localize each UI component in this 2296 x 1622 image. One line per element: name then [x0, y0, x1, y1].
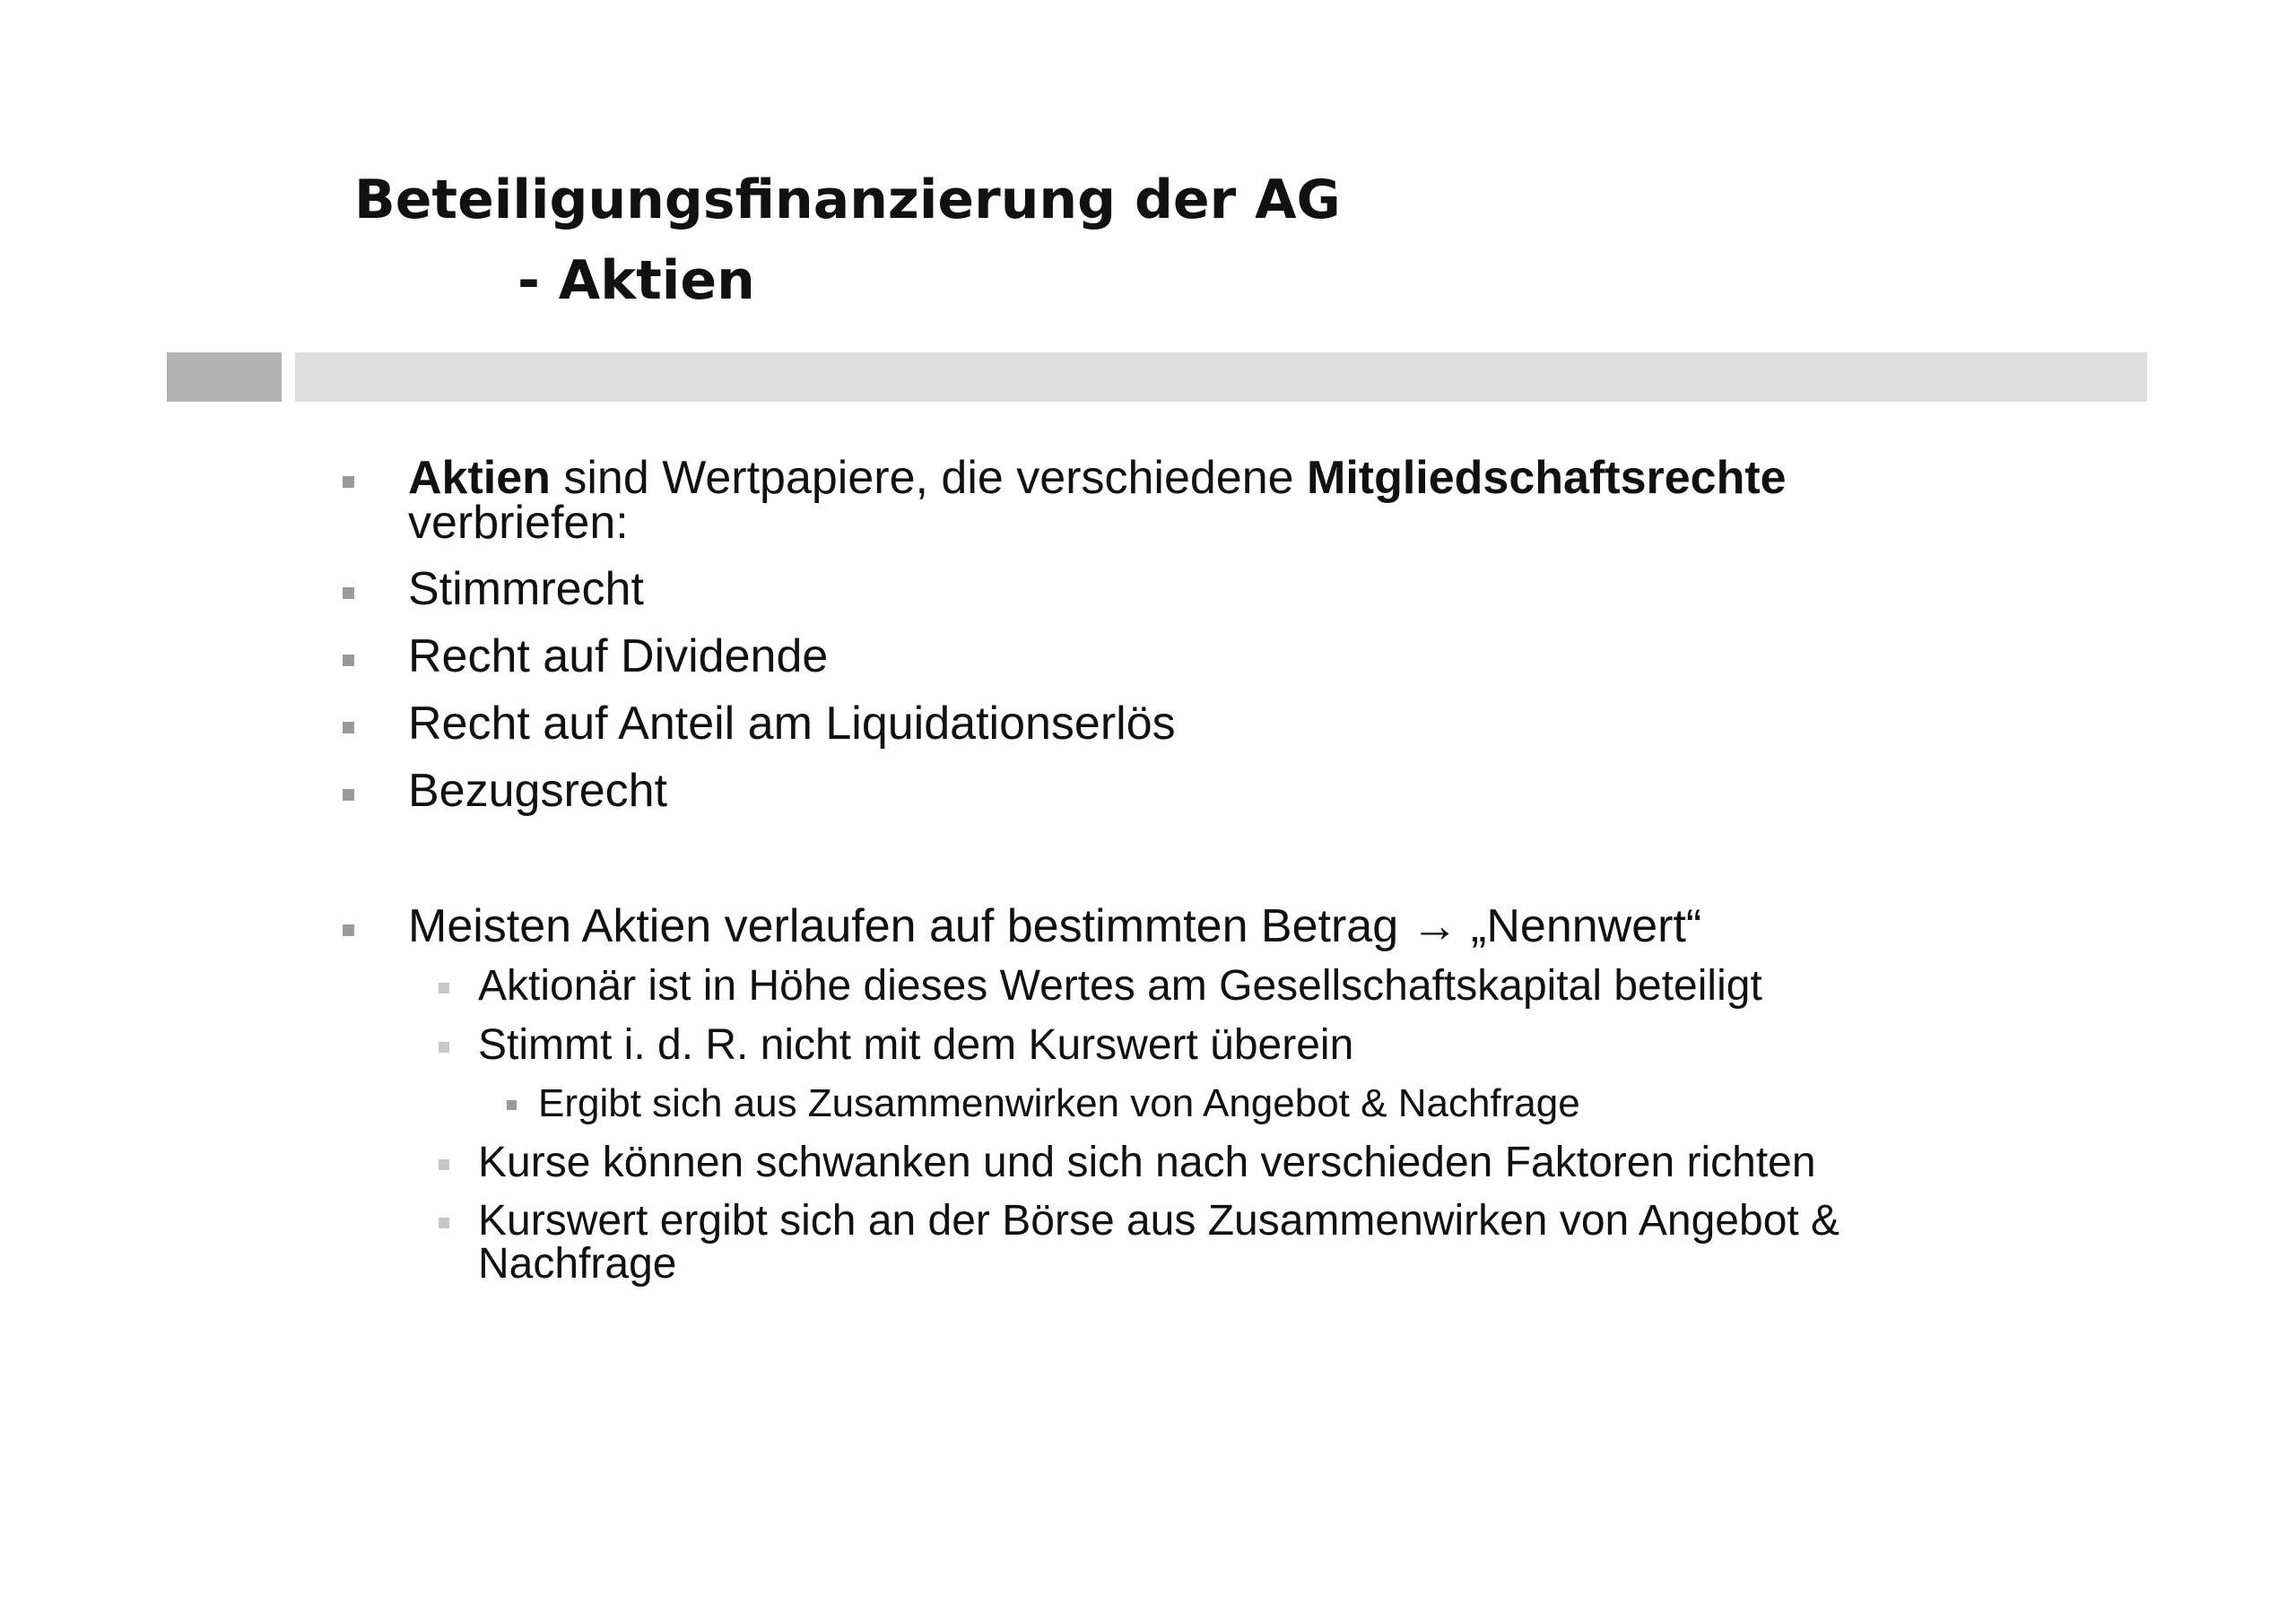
slide-title: [354, 160, 1341, 321]
list-item-text: Recht auf Dividende: [408, 630, 829, 682]
list-item: [408, 765, 2112, 817]
bullet-square-icon: [343, 476, 354, 488]
header-bar-accent: [167, 352, 282, 402]
list-item-text: Stimmrecht: [408, 563, 644, 615]
sub-list-item-text: Stimmt i. d. R. nicht mit dem Kurswert überein: [478, 1021, 1354, 1069]
sub-sub-list-item: [538, 1081, 2152, 1125]
sub-list-item-text: Aktionär ist in Höhe dieses Wertes am Gesellschaftskapital beteiligt: [478, 962, 1762, 1010]
list-item-text: Meisten Aktien verlaufen auf bestimmten Betrag → „Nennwert“: [408, 900, 1702, 952]
sub-list-item: [478, 1197, 2003, 1288]
sub-list-item-text: Kurse können schwanken und sich nach verschieden Faktoren richten: [478, 1139, 1816, 1186]
bullet-square-icon: [343, 722, 354, 733]
list-item-text: Bezugsrecht: [408, 765, 668, 817]
bullet-square-icon: [439, 1042, 449, 1053]
sub-list-item: [478, 1021, 2182, 1069]
list-item: [408, 630, 2112, 682]
bullet-square-icon: [439, 1159, 449, 1170]
bullet-square-icon: [343, 789, 354, 801]
list-item: [408, 563, 2112, 615]
list-item: [408, 698, 2112, 750]
slide-title-line1: Beteiligungsfinanzierung der AG: [354, 169, 1341, 231]
list-item: [408, 900, 2112, 952]
sub-list-item: [478, 1141, 2182, 1184]
bullet-square-icon: [343, 924, 354, 936]
bullet-square-icon: [507, 1100, 517, 1110]
bullet-square-icon: [343, 587, 354, 599]
bullet-square-icon: [343, 655, 354, 666]
bold-term-aktien: Aktien: [408, 452, 551, 504]
list-item-text-continued: verbriefen:: [408, 497, 629, 549]
list-item-text: Recht auf Anteil am Liquidationserlös: [408, 698, 1176, 750]
slide-title-line2: - Aktien: [517, 249, 755, 312]
bullet-square-icon: [439, 1218, 449, 1228]
bullet-square-icon: [439, 983, 449, 993]
bold-term-mitgliedschaftsrechte: Mitgliedschaftsrechte: [1307, 452, 1787, 504]
sub-list-item: [478, 962, 2182, 1010]
sub-sub-list-item-text: Ergibt sich aus Zusammenwirken von Angebot & Nachfrage: [538, 1081, 1580, 1125]
header-bar: [295, 352, 2147, 402]
list-item: [408, 452, 2112, 549]
sub-list-item-text: Kurswert ergibt sich an der Börse aus Zusammenwirken von Angebot & Nachfrage: [478, 1197, 1840, 1288]
list-item-text: sind Wertpapiere, die verschiedene: [550, 452, 1307, 504]
